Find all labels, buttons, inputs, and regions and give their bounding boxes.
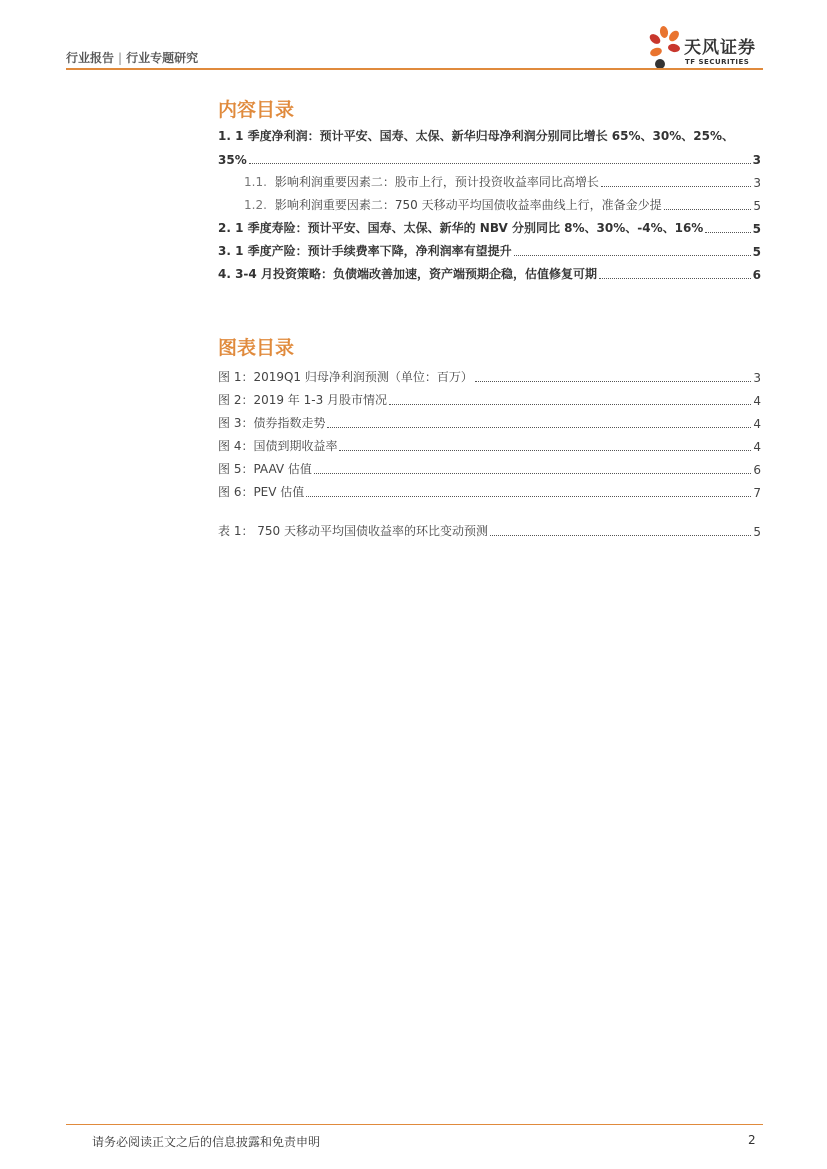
toc-entry-text: 35%: [218, 153, 247, 167]
figures-list: [218, 362, 761, 539]
figure-page-number: 3: [753, 371, 761, 385]
figure-page-number: 6: [753, 463, 761, 477]
figure-page-number: 4: [753, 440, 761, 454]
list-spacer: [218, 500, 761, 516]
toc-entry-4[interactable]: [218, 259, 761, 282]
toc-page-number: 5: [752, 222, 761, 236]
contents-list: [218, 124, 761, 282]
table-entry-text: 表 1： 750 天移动平均国债收益率的环比变动预测: [218, 524, 488, 538]
figure-entry-text: 图 4：国债到期收益率: [218, 439, 338, 453]
logo-flower-icon: [648, 24, 682, 70]
page-header: [0, 0, 827, 75]
toc-page-number: 5: [753, 199, 761, 213]
toc-entry-text: 3. 1 季度产险：预计手续费率下降，净利润率有望提升: [218, 244, 512, 258]
figure-entry-text: 图 6：PEV 估值: [218, 485, 305, 499]
toc-entry-number: 1.2.: [244, 198, 267, 212]
figure-entry-2[interactable]: [218, 385, 761, 408]
figure-entry-6[interactable]: [218, 477, 761, 500]
leader-dots: [664, 209, 752, 210]
toc-entry-text: 影响利润重要因素二：股市上行，预计投资收益率同比高增长: [274, 175, 599, 189]
toc-page-number: 5: [752, 245, 761, 259]
leader-dots: [705, 232, 750, 233]
toc-page-number: 6: [752, 268, 761, 282]
toc-entry-text: 2. 1 季度寿险：预计平安、国寿、太保、新华的 NBV 分别同比 8%、30%、-4%、16%: [218, 221, 704, 235]
table-page-number: 5: [753, 525, 761, 539]
toc-entry-1-cont[interactable]: [218, 144, 761, 167]
footer-disclaimer: 请务必阅读正文之后的信息披露和免责申明: [92, 1135, 321, 1149]
footer-divider: [66, 1124, 763, 1125]
page-number: 2: [748, 1133, 756, 1147]
leader-dots: [389, 404, 751, 405]
figure-entry-5[interactable]: [218, 454, 761, 477]
contents-title: 内容目录: [218, 99, 295, 121]
table-entry-1[interactable]: [218, 516, 761, 539]
tf-securities-logo: [648, 24, 766, 70]
logo-english-name: TF SECURITIES: [685, 58, 750, 66]
leader-dots: [514, 255, 751, 256]
toc-entry-1-1[interactable]: [218, 167, 761, 190]
toc-entry-text: 4. 3-4 月投资策略：负债端改善加速，资产端预期企稳，估值修复可期: [218, 267, 597, 281]
leader-dots: [490, 535, 751, 536]
leader-dots: [314, 473, 751, 474]
toc-entry-3[interactable]: [218, 236, 761, 259]
figure-page-number: 4: [753, 394, 761, 408]
toc-page-number: 3: [752, 153, 761, 167]
toc-entry-text: 影响利润重要因素二：750 天移动平均国债收益率曲线上行，准备金少提: [274, 198, 662, 212]
figure-entry-text: 图 3：债券指数走势: [218, 416, 326, 430]
figure-entry-4[interactable]: [218, 431, 761, 454]
breadcrumb: [66, 49, 198, 66]
toc-entry-number: 1.1.: [244, 175, 267, 189]
leader-dots: [306, 496, 751, 497]
toc-entry-text: 1. 1 季度净利润：预计平安、国寿、太保、新华归母净利润分别同比增长 65%、30%、25%、: [218, 129, 734, 143]
figure-page-number: 4: [753, 417, 761, 431]
toc-entry-1[interactable]: [218, 124, 761, 144]
leader-dots: [327, 427, 751, 428]
figure-entry-text: 图 1：2019Q1 归母净利润预测（单位：百万）: [218, 370, 473, 384]
toc-entry-2[interactable]: [218, 213, 761, 236]
figure-entry-text: 图 2：2019 年 1-3 月股市情况: [218, 393, 388, 407]
header-divider: [66, 68, 763, 70]
figure-entry-1[interactable]: [218, 362, 761, 385]
figure-entry-text: 图 5：PAAV 估值: [218, 462, 312, 476]
breadcrumb-report-category: 行业专题研究: [126, 51, 199, 65]
toc-page-number: 3: [753, 176, 761, 190]
logo-chinese-name: 天风证券: [684, 38, 756, 58]
breadcrumb-separator: |: [118, 51, 123, 65]
leader-dots: [249, 163, 751, 164]
leader-dots: [599, 278, 751, 279]
toc-entry-1-2[interactable]: [218, 190, 761, 213]
leader-dots: [475, 381, 751, 382]
leader-dots: [601, 186, 751, 187]
leader-dots: [339, 450, 751, 451]
figure-entry-3[interactable]: [218, 408, 761, 431]
figure-page-number: 7: [753, 486, 761, 500]
breadcrumb-report-type: 行业报告: [66, 51, 115, 65]
figures-title: 图表目录: [218, 337, 295, 359]
